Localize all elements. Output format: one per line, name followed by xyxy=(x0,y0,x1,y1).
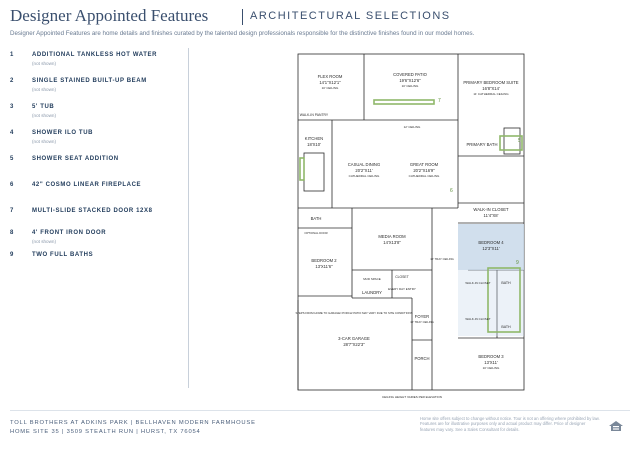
room-bedroom4: BEDROOM 4 xyxy=(478,240,504,245)
feature-note: (not shown) xyxy=(32,113,57,118)
feature-label: SINGLE STAINED BUILT-UP BEAM xyxy=(32,78,147,84)
room-pantry: WALK-IN PANTRY xyxy=(299,113,329,117)
ceiling-note: CEILING HEIGHT VARIES PER ELEVATION xyxy=(382,395,442,399)
room-garage: 3-CAR GARAGE xyxy=(338,336,370,341)
room-flex-ceil: 10' CEILING xyxy=(321,86,339,90)
room-great: GREAT ROOM xyxy=(409,162,439,167)
feature-label: MULTI-SLIDE STACKED DOOR 12X8 xyxy=(32,208,153,214)
room-flex-dim: 14'1"X12'1" xyxy=(319,80,341,85)
feature-label: SHOWER ILO TUB xyxy=(32,130,94,136)
room-dining-ceil: CATHEDRAL CEILING xyxy=(348,174,380,178)
room-bedroom4-dim: 12'3"X11' xyxy=(482,246,500,251)
room-bath: BATH xyxy=(310,216,322,221)
room-foyer-ceil: 12' TRAY CEILING xyxy=(410,320,434,324)
room-kitchen: KITCHEN xyxy=(304,136,324,141)
room-primary-suite-ceil: 11' CATHEDRAL CEILING xyxy=(473,92,509,96)
feature-note: (not shown) xyxy=(32,139,57,144)
room-great-dim: 20'2"X16'9" xyxy=(413,168,435,173)
room-closet: CLOSET xyxy=(395,275,409,279)
callout-number: 7 xyxy=(438,98,441,104)
room-garage-dim: 28'7"X22'3" xyxy=(343,342,365,347)
page-header xyxy=(10,6,630,46)
footer-homesite: HOME SITE 35 | 3509 STEALTH RUN | HURST, TX 76054 xyxy=(10,429,201,435)
room-bedroom2: BEDROOM 2 xyxy=(311,258,337,263)
optional-door-label: OPTIONAL DOOR xyxy=(304,231,328,235)
feature-label: TWO FULL BATHS xyxy=(32,252,94,258)
every-day-entry: EVERY DAY ENTRY xyxy=(388,287,416,291)
feature-label: 42" COSMO LINEAR FIREPLACE xyxy=(32,182,142,188)
feature-label: 5' TUB xyxy=(32,104,55,110)
feature-number: 2 xyxy=(10,78,14,84)
room-laundry: LAUNDRY xyxy=(362,290,382,295)
callout-box-fireplace xyxy=(300,158,304,180)
section-divider xyxy=(188,48,189,388)
callout-number: 9 xyxy=(516,260,519,266)
room-primary-bath: PRIMARY BATH xyxy=(466,142,498,147)
feature-label: SHOWER SEAT ADDITION xyxy=(32,156,119,162)
footer-community: TOLL BROTHERS AT ADKINS PARK | BELLHAVEN MODERN FARMHOUSE xyxy=(10,420,256,426)
feature-number: 3 xyxy=(10,104,14,110)
footer-address xyxy=(10,419,256,437)
feature-number: 9 xyxy=(10,252,14,258)
room-media: MEDIA ROOM xyxy=(378,234,406,239)
feature-number: 7 xyxy=(10,208,14,214)
feature-label: ADDITIONAL TANKLESS HOT WATER xyxy=(32,52,158,58)
page-title: Designer Appointed Features xyxy=(10,6,209,25)
feature-note: (not shown) xyxy=(32,239,57,244)
feature-note: (not shown) xyxy=(32,61,57,66)
room-walkin-closet-dim: 11'4"X8' xyxy=(483,213,499,218)
page-subtitle: ARCHITECTURAL SELECTIONS xyxy=(250,10,451,22)
room-flex: FLEX ROOM xyxy=(317,74,343,79)
room-primary-suite: PRIMARY BEDROOM SUITE xyxy=(463,80,519,85)
tray-ceiling-label: 12' TRAY CEILING xyxy=(430,257,454,261)
room-primary-suite-dim: 16'8"X14' xyxy=(482,86,500,91)
footer-disclaimer: Home site offers subject to change without notice. Tour is not an offering where prohibited by law. Features are for illustrative purposes only and actual product may differ. Price of designer features may vary. See a Sales Consultant for details. xyxy=(420,416,600,432)
room-patio-ceil: 10' CEILING xyxy=(401,84,419,88)
page-description: Designer Appointed Features are home details and finishes curated by the talented design professionals responsible for the distinctive finishes found in our model homes. xyxy=(10,30,475,37)
room-kitchen-dim: 18'X10' xyxy=(307,142,321,147)
room-media-dim: 14'X13'8" xyxy=(383,240,401,245)
callout-number: 5 xyxy=(518,138,521,144)
floor-plan xyxy=(292,48,532,404)
room-bath-c: BATH xyxy=(501,325,511,329)
title-divider xyxy=(242,9,243,25)
feature-number: 5 xyxy=(10,156,14,162)
room-walkin-closet-b: WALK-IN CLOSET xyxy=(465,281,491,285)
feature-number: 4 xyxy=(10,130,14,136)
room-walkin-closet: WALK-IN CLOSET xyxy=(473,207,509,212)
room-bedroom3-dim: 13'X11' xyxy=(484,360,498,365)
callout-box-multislide xyxy=(374,100,434,104)
room-patio-dim: 19'6"X12'6" xyxy=(399,78,421,83)
room-bedroom2-dim: 13'X11'6" xyxy=(315,264,333,269)
room-dining: CASUAL DINING xyxy=(347,162,381,167)
feature-number: 1 xyxy=(10,52,14,58)
equal-housing-icon xyxy=(608,420,624,432)
room-foyer: FOYER xyxy=(414,314,430,319)
feature-number: 8 xyxy=(10,230,14,236)
callout-number: 6 xyxy=(450,188,453,194)
footer-divider xyxy=(10,410,630,411)
room-bedroom3-ceil: 10' CEILING xyxy=(482,366,500,370)
room-bedroom3: BEDROOM 3 xyxy=(478,354,504,359)
room-patio: COVERED PATIO xyxy=(393,72,427,77)
room-great-ceil: CATHEDRAL CEILING xyxy=(408,174,440,178)
room-walkin-closet-c: WALK-IN CLOSET xyxy=(465,317,491,321)
room-bath-b: BATH xyxy=(501,281,511,285)
room-dining-dim: 20'2"X11' xyxy=(355,168,373,173)
feature-number: 6 xyxy=(10,182,14,188)
feature-note: (not shown) xyxy=(32,87,57,92)
ceiling-12-label: 12' CEILING xyxy=(403,125,421,129)
room-mud-space: MUD SPACE xyxy=(363,277,381,281)
feature-label: 4' FRONT IRON DOOR xyxy=(32,230,107,236)
room-porch: PORCH xyxy=(414,356,430,361)
garage-note: STEPS FROM HOME TO GARAGE/ PORCH/ PATIO MAY VARY DUE TO SITE CONDITIONS xyxy=(295,311,413,315)
